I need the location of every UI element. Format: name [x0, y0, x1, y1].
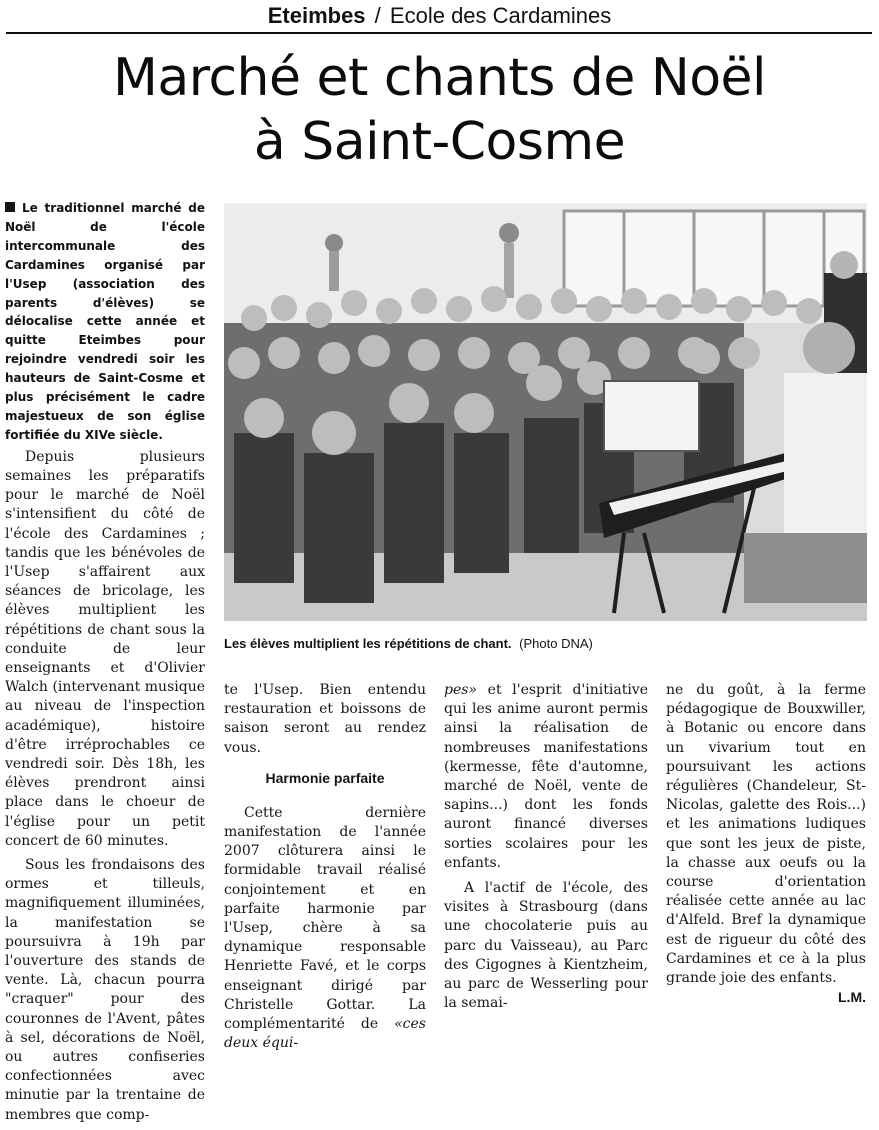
- body-text: et l'esprit d'initiative qui les anime auront permis ainsi la réalisation de nombreuses manifestations (kermesse, fête d'automne, marché de Noël, vente de sapins...) dont les fonds auront financé diverses sorties scolaires pour les enfants.: [444, 682, 648, 871]
- header-separator: /: [374, 3, 381, 28]
- lead-text: Le traditionnel marché de Noël de l'école intercommunale des Cardamines organisé par l'Usep (association des parents d'élèves) se délocalise cette année et quitte Eteimbes pour rejoindre vendredi soir les hauteurs de Saint-Cosme et plus précisément le cadre majestueux de son église fortifiée du XIVe siècle.: [5, 201, 205, 442]
- header-section: Ecole des Cardamines: [389, 3, 612, 28]
- quote-text: pes»: [444, 682, 477, 698]
- column-1: [5, 199, 205, 1130]
- body-paragraph: [444, 681, 648, 873]
- subheading: Harmonie parfaite: [265, 769, 385, 786]
- article-photo: [224, 203, 867, 621]
- column-3: [444, 681, 648, 1013]
- body-paragraph: Depuis plusieurs semaines les préparatifs pour le marché de Noël s'intensifient du côté de l'école des Cardamines ; tandis que les bénévoles de l'Usep s'affairent aux séances de bricolage, les élèves multiplient les répétitions de chant sous la conduite de leur enseignants et d'Olivier Walch (intervenant musique au niveau de l'inspection académique), histoire d'être irréprochables ce vendredi soir. Dès 18h, les élèves prendront ainsi place dans le choeur de l'église pour un petit concert de 60 minutes.: [5, 448, 205, 849]
- header-location: Eteimbes: [267, 3, 366, 28]
- headline-line-1: Marché et chants de Noël: [112, 48, 766, 108]
- photo-caption: [224, 634, 867, 654]
- caption-credit: (Photo DNA): [519, 636, 593, 651]
- body-text: Cette dernière manifestation de l'année 2007 clôturera ainsi le formidable travail réalisé conjointement et en parfaite harmonie par l'Usep, chère à sa dynamique responsable Henriette Favé, et le corps enseignant dirigé par Christelle Gottar. La complémentarité de: [224, 804, 426, 1033]
- headline: [0, 46, 879, 174]
- page-header: [0, 0, 879, 34]
- headline-line-2: à Saint-Cosme: [253, 112, 626, 172]
- body-paragraph: Sous les frondaisons des ormes et tilleuls, magnifiquement illuminées, la manifestation se poursuivra à 19h par l'ouverture des stands de vente. Là, chacun pourra "craquer" pour des couronnes de l'Avent, pâtes à sel, décorations de Noël, ou autres confiseries confectionnées avec minutie par la trentaine de membres que comp-: [5, 857, 205, 1123]
- header-rule: [6, 32, 872, 34]
- column-1-body: [5, 448, 205, 1125]
- body-paragraph: [224, 804, 426, 1054]
- lead-paragraph: [5, 199, 205, 445]
- body-paragraph: A l'actif de l'école, des visites à Strasbourg (dans une chocolaterie puis au parc du Vaisseau), au Parc des Cigognes à Kientzheim, au parc de Wesserling pour la semai-: [444, 880, 648, 1012]
- column-2: [224, 681, 426, 1053]
- lead-square-icon: [5, 202, 15, 212]
- author-signature: L.M.: [838, 989, 866, 1006]
- quote-text: «ces deux équi-: [224, 1016, 426, 1052]
- choir-rehearsal-photo: [224, 203, 867, 621]
- caption-text: Les élèves multiplient les répétitions de chant.: [224, 636, 512, 651]
- body-paragraph: te l'Usep. Bien entendu restauration et boissons de saison seront au rendez vous.: [224, 682, 426, 756]
- column-4: [666, 681, 866, 1007]
- body-paragraph: ne du goût, à la ferme pédagogique de Bouxwiller, à Botanic ou encore dans un vivarium tout en poursuivant les actions régulières (Chandeleur, St-Nicolas, galette des Rois...) et les animations ludiques que sont les jeux de piste, la chasse aux oeufs ou la course d'orientation réalisée cette année au lac d'Alfeld. Bref la dynamique est de rigueur du côté des Cardamines et ce à la plus grande joie des enfants.: [666, 682, 866, 987]
